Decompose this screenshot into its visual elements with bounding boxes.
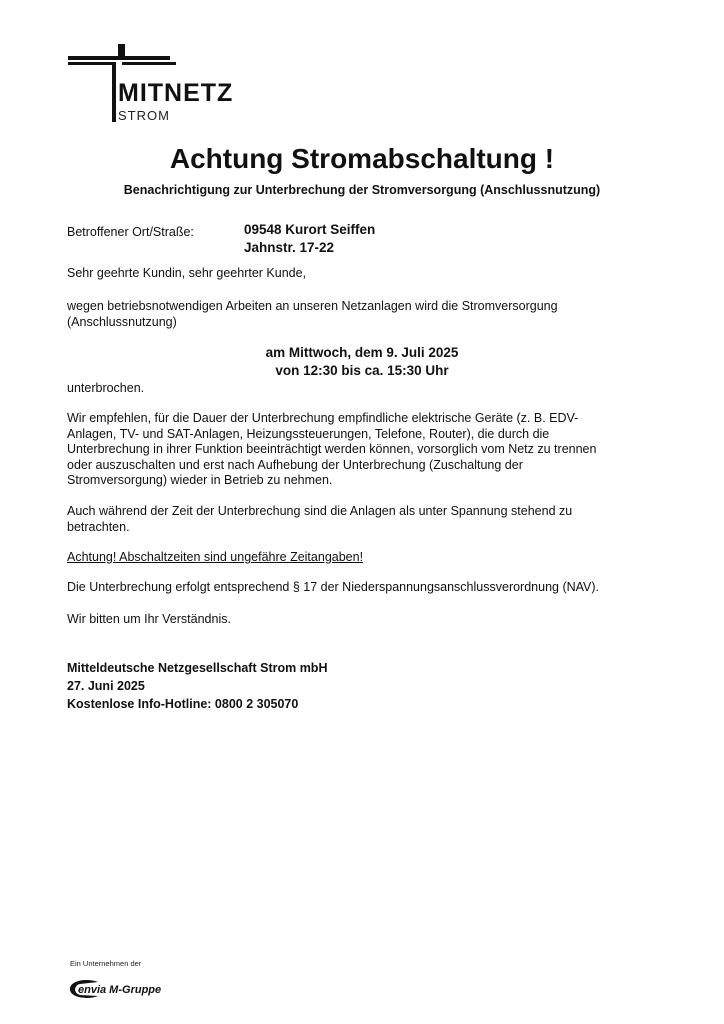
paragraph-line: oder auszuschalten und erst nach Aufhebung der Unterbrechung (Zuschaltung der <box>67 457 523 472</box>
company-name: Mitteldeutsche Netzgesellschaft Strom mbH <box>67 661 328 675</box>
recommendation-paragraph <box>67 411 657 489</box>
thanks-text: Wir bitten um Ihr Verständnis. <box>67 612 231 626</box>
envia-logo-text: envia M-Gruppe <box>78 984 162 996</box>
hotline: Kostenlose Info-Hotline: 0800 2 305070 <box>67 697 299 711</box>
voltage-paragraph <box>67 504 657 535</box>
logo-subtitle: STROM <box>118 108 170 123</box>
intro-paragraph <box>67 299 657 330</box>
interrupted-text: unterbrochen. <box>67 381 145 395</box>
group-label: Ein Unternehmen der <box>70 959 142 968</box>
location-label: Betroffener Ort/Straße: <box>67 225 194 239</box>
envia-group-logo <box>68 976 188 1002</box>
page-title: Achtung Stromabschaltung ! <box>169 143 555 174</box>
logo-name: MITNETZ <box>118 79 234 107</box>
outage-time: von 12:30 bis ca. 15:30 Uhr <box>275 363 449 378</box>
location-address <box>244 221 375 257</box>
paragraph-line: Wir empfehlen, für die Dauer der Unterbrechung empfindliche elektrische Geräte (z. B. EDV- <box>67 411 579 425</box>
greeting: Sehr geehrte Kundin, sehr geehrter Kunde, <box>67 266 307 280</box>
paragraph-line: Auch während der Zeit der Unterbrechung sind die Anlagen als unter Spannung stehend zu <box>67 504 573 518</box>
paragraph-line: Stromversorgung) wieder in Betrieb zu nehmen. <box>67 473 333 487</box>
address-line-1: 09548 Kurort Seiffen <box>244 222 376 237</box>
paragraph-line: Unterbrechung in ihrer Funktion beeinträchtigt werden können, vorsorglich vom Netz zu trennen <box>67 442 597 456</box>
signature-block <box>67 659 657 713</box>
outage-time-block <box>0 344 724 380</box>
letter-date: 27. Juni 2025 <box>67 679 145 693</box>
warning-text: Achtung! Abschaltzeiten sind ungefähre Zeitangaben! <box>67 550 364 564</box>
legal-text: Die Unterbrechung erfolgt entsprechend § 17 der Niederspannungsanschlussverordnung (NAV). <box>67 580 600 594</box>
outage-date: am Mittwoch, dem 9. Juli 2025 <box>265 345 459 360</box>
paragraph-line: betrachten. <box>67 519 130 534</box>
intro-line: (Anschlussnutzung) <box>67 314 177 329</box>
address-line-2: Jahnstr. 17-22 <box>244 240 335 255</box>
page-subtitle: Benachrichtigung zur Unterbrechung der Stromversorgung (Anschlussnutzung) <box>123 183 601 197</box>
paragraph-line: Anlagen, TV- und SAT-Anlagen, Heizungssteuerungen, Telefone, Router), die durch die <box>67 426 550 441</box>
intro-line: wegen betriebsnotwendigen Arbeiten an unseren Netzanlagen wird die Stromversorgung <box>67 299 558 313</box>
